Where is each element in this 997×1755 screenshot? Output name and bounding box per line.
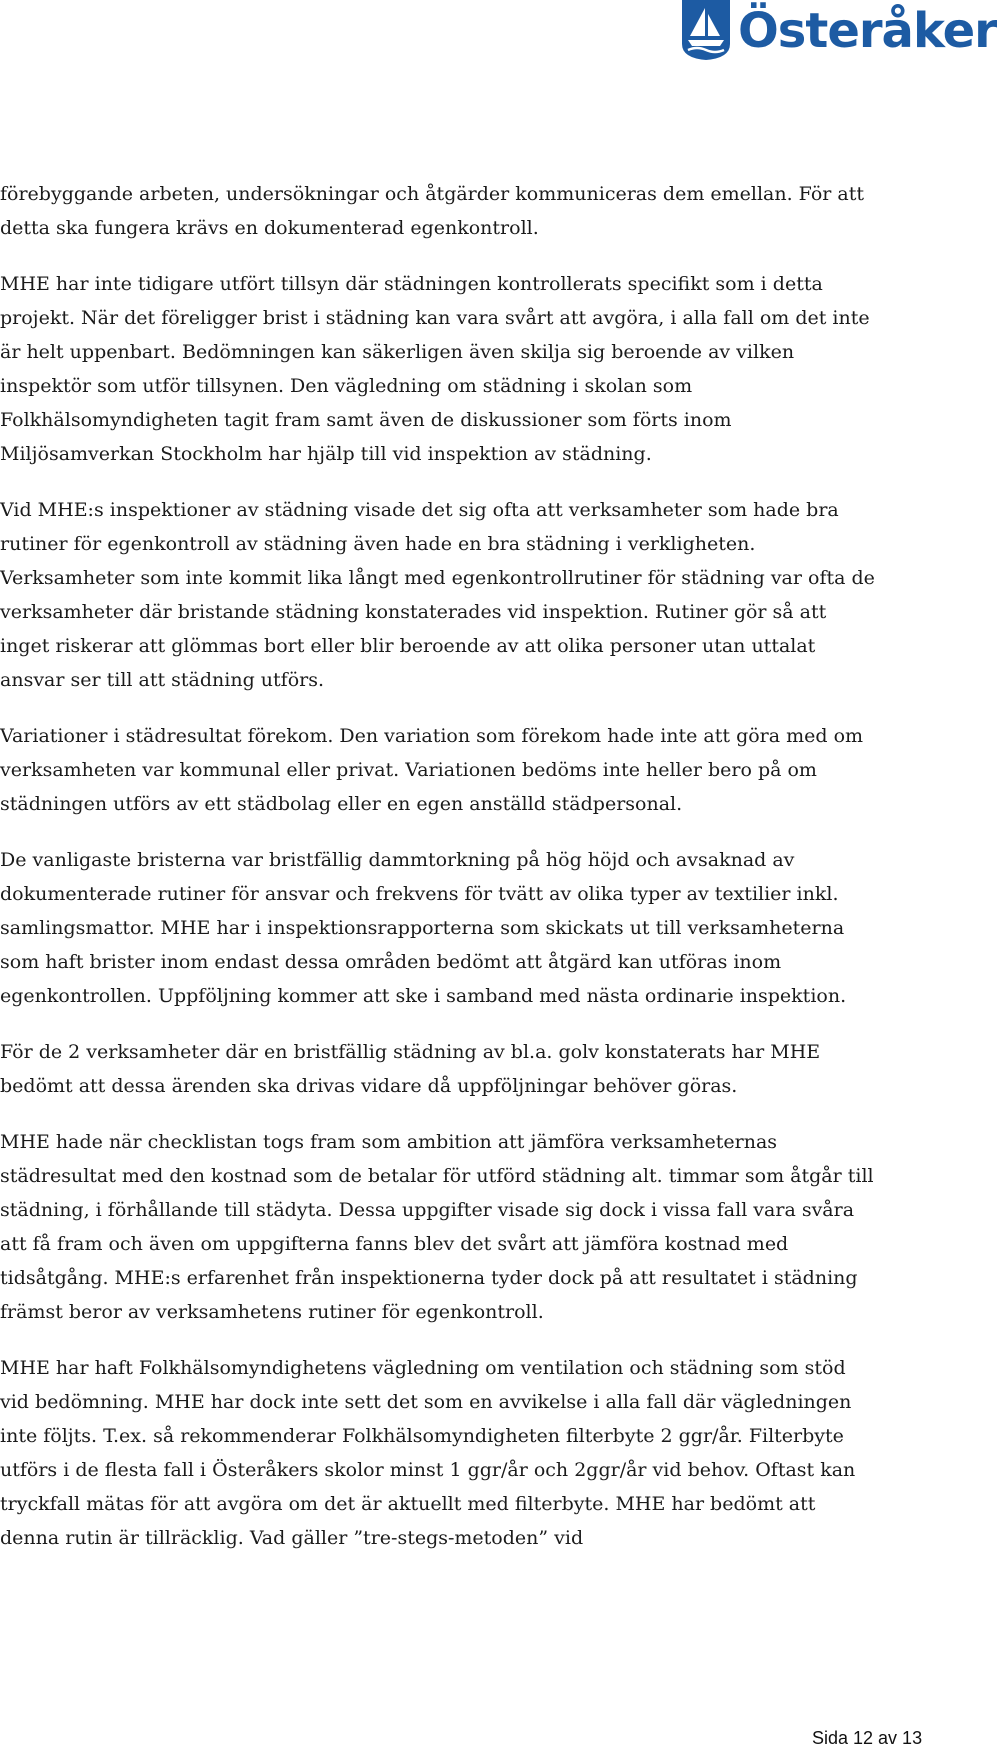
logo-wordmark: Österåker — [738, 3, 997, 59]
paragraph: MHE har inte tidigare utfört tillsyn där städningen kontrollerats specifikt som i detta projekt. När det föreligger brist i städning kan vara svårt att avgöra, i alla fall om det inte är helt uppenbart. Bedömningen kan säkerligen även skilja sig beroende av vilken inspektör som utför tillsynen. Den vägledning om städning i skolan som Folkhälsomyndigheten tagit fram samt även de diskussioner som förts inom Miljösamverkan Stockholm har hjälp till vid inspektion av städning. — [0, 273, 870, 465]
paragraph: Vid MHE:s inspektioner av städning visade det sig ofta att verksamheter som hade bra rutiner för egenkontroll av städning även hade en bra städning i verkligheten. Verksamheter som inte kommit lika långt med egenkontrollrutiner för städning var ofta de verksamheter där bristande städning konstaterades vid inspektion. Rutiner gör så att inget riskerar att glömmas bort eller blir beroende av att olika personer utan uttalat ansvar ser till att städning utförs. — [0, 499, 875, 691]
paragraph: De vanligaste bristerna var bristfällig dammtorkning på hög höjd och avsaknad av dokumenterade rutiner för ansvar och frekvens för tvätt av olika typer av textilier inkl. samlingsmattor. MHE har i inspektionsrapporterna som skickats ut till verksamheterna som haft brister inom endast dessa områden bedömt att åtgärd kan utföras inom egenkontrollen. Uppföljning kommer att ske i samband med nästa ordinarie inspektion. — [0, 849, 847, 1007]
paragraph: förebyggande arbeten, undersökningar och åtgärder kommuniceras dem emellan. För att detta ska fungera krävs en dokumenterad egenkontroll. — [0, 183, 864, 239]
page-number: Sida 12 av 13 — [812, 1728, 923, 1748]
document-body — [0, 177, 880, 1577]
paragraph: MHE hade när checklistan togs fram som ambition att jämföra verksamheternas städresultat med den kostnad som de betalar för utförd städning alt. timmar som åtgår till städning, i förhållande till städyta. Dessa uppgifter visade sig dock i vissa fall vara svåra att få fram och även om uppgifterna fanns blev det svårt att jämföra kostnad med tidsåtgång. MHE:s erfarenhet från inspektionerna tyder dock på att resultatet i städning främst beror av verksamhetens rutiner för egenkontroll. — [0, 1131, 874, 1323]
paragraph: Variationer i städresultat förekom. Den variation som förekom hade inte att göra med om verksamheten var kommunal eller privat. Variationen bedöms inte heller bero på om städningen utförs av ett städbolag eller en egen anställd städpersonal. — [0, 725, 864, 815]
paragraph: För de 2 verksamheter där en bristfällig städning av bl.a. golv konstaterats har MHE bedömt att dessa ärenden ska drivas vidare då uppföljningar behöver göras. — [0, 1041, 821, 1097]
osteraker-logo — [678, 0, 997, 64]
sailboat-emblem-icon — [680, 0, 732, 60]
paragraph: MHE har haft Folkhälsomyndighetens vägledning om ventilation och städning som stöd vid bedömning. MHE har dock inte sett det som en avvikelse i alla fall där vägledningen inte följts. T.ex. så rekommenderar Folkhälsomyndigheten filterbyte 2 ggr/år. Filterbyte utförs i de flesta fall i Österåkers skolor minst 1 ggr/år och 2ggr/år vid behov. Oftast kan tryckfall mätas för att avgöra om det är aktuellt med filterbyte. MHE har bedömt att denna rutin är tillräcklig. Vad gäller ”tre-stegs-metoden” vid — [0, 1357, 856, 1549]
